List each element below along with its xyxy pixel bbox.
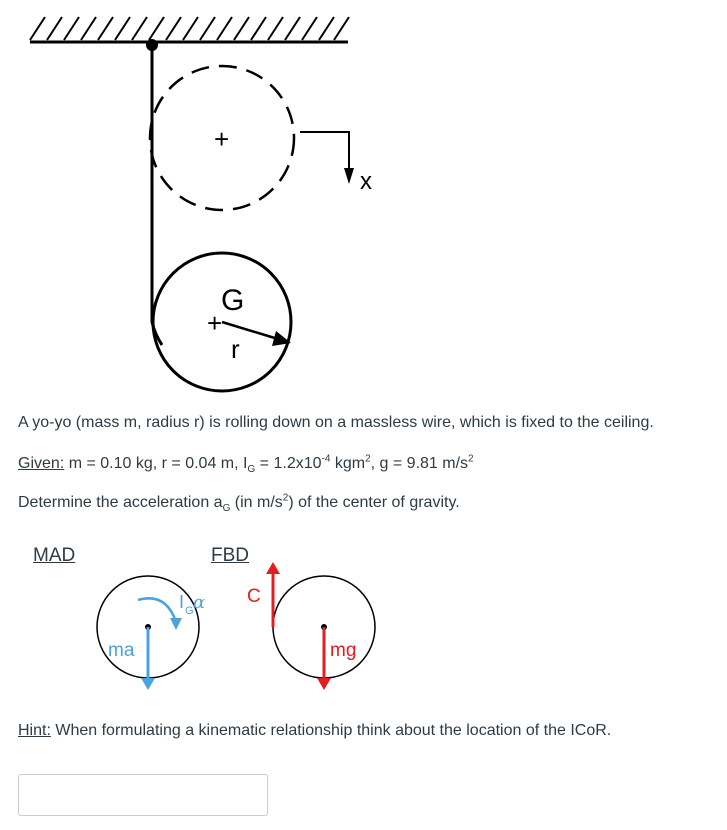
mad-I-label: I (179, 592, 185, 612)
given-label: Given: (18, 455, 65, 472)
fbd-mg-label: mg (330, 640, 357, 661)
given-text-4: , g = 9.81 m/s (370, 455, 469, 472)
mad-linear-arrow-head (141, 678, 155, 690)
hint-line (18, 722, 611, 740)
given-sup-2a: 2 (365, 453, 371, 465)
fbd-weight-arrow-head (317, 678, 331, 690)
problem-statement: A yo-yo (mass m, radius r) is rolling down on a massless wire, which is fixed to the ceiling. (18, 414, 654, 431)
ceiling-hatching (30, 17, 349, 40)
given-line (18, 453, 474, 476)
determine-line (18, 492, 460, 515)
determine-text-3: ) of the center of gravity. (288, 494, 460, 511)
given-text-1: m = 0.10 kg, r = 0.04 m, I (64, 455, 248, 472)
mad-ma-label: ma (108, 640, 135, 661)
given-sub-G: G (247, 464, 256, 476)
x-arrow-head (344, 168, 354, 184)
given-text-3: kgm (330, 455, 366, 472)
determine-text-1: Determine the acceleration a (18, 494, 223, 511)
determine-sup-2: 2 (282, 492, 289, 504)
fbd-label: FBD (211, 545, 249, 566)
mad-rotation-arrow-head (170, 618, 182, 630)
initial-center-mark: + (214, 124, 230, 154)
determine-sub-G: G (222, 503, 231, 515)
given-text-2: = 1.2x10 (255, 455, 322, 472)
fbd-tension-arrow-head (266, 562, 280, 574)
hint-text: When formulating a kinematic relationship think about the location of the ICoR. (50, 722, 612, 739)
mad-alpha-label: α (193, 592, 206, 613)
fbd-C-label: C (247, 586, 261, 607)
mad-sub-G-label: G (185, 605, 194, 617)
label-G: G (221, 284, 245, 317)
center-cross: + (207, 308, 223, 338)
yoyo-figure (0, 0, 727, 400)
label-r: r (231, 334, 240, 364)
given-sup-exp: -4 (321, 453, 331, 465)
hint-label: Hint: (18, 722, 51, 739)
mad-label: MAD (33, 545, 76, 566)
x-label: x (360, 168, 372, 195)
given-sup-2b: 2 (468, 453, 474, 465)
answer-input[interactable] (18, 774, 268, 816)
determine-text-2: (in m/s (230, 494, 283, 511)
mad-fbd-diagrams (0, 560, 727, 700)
